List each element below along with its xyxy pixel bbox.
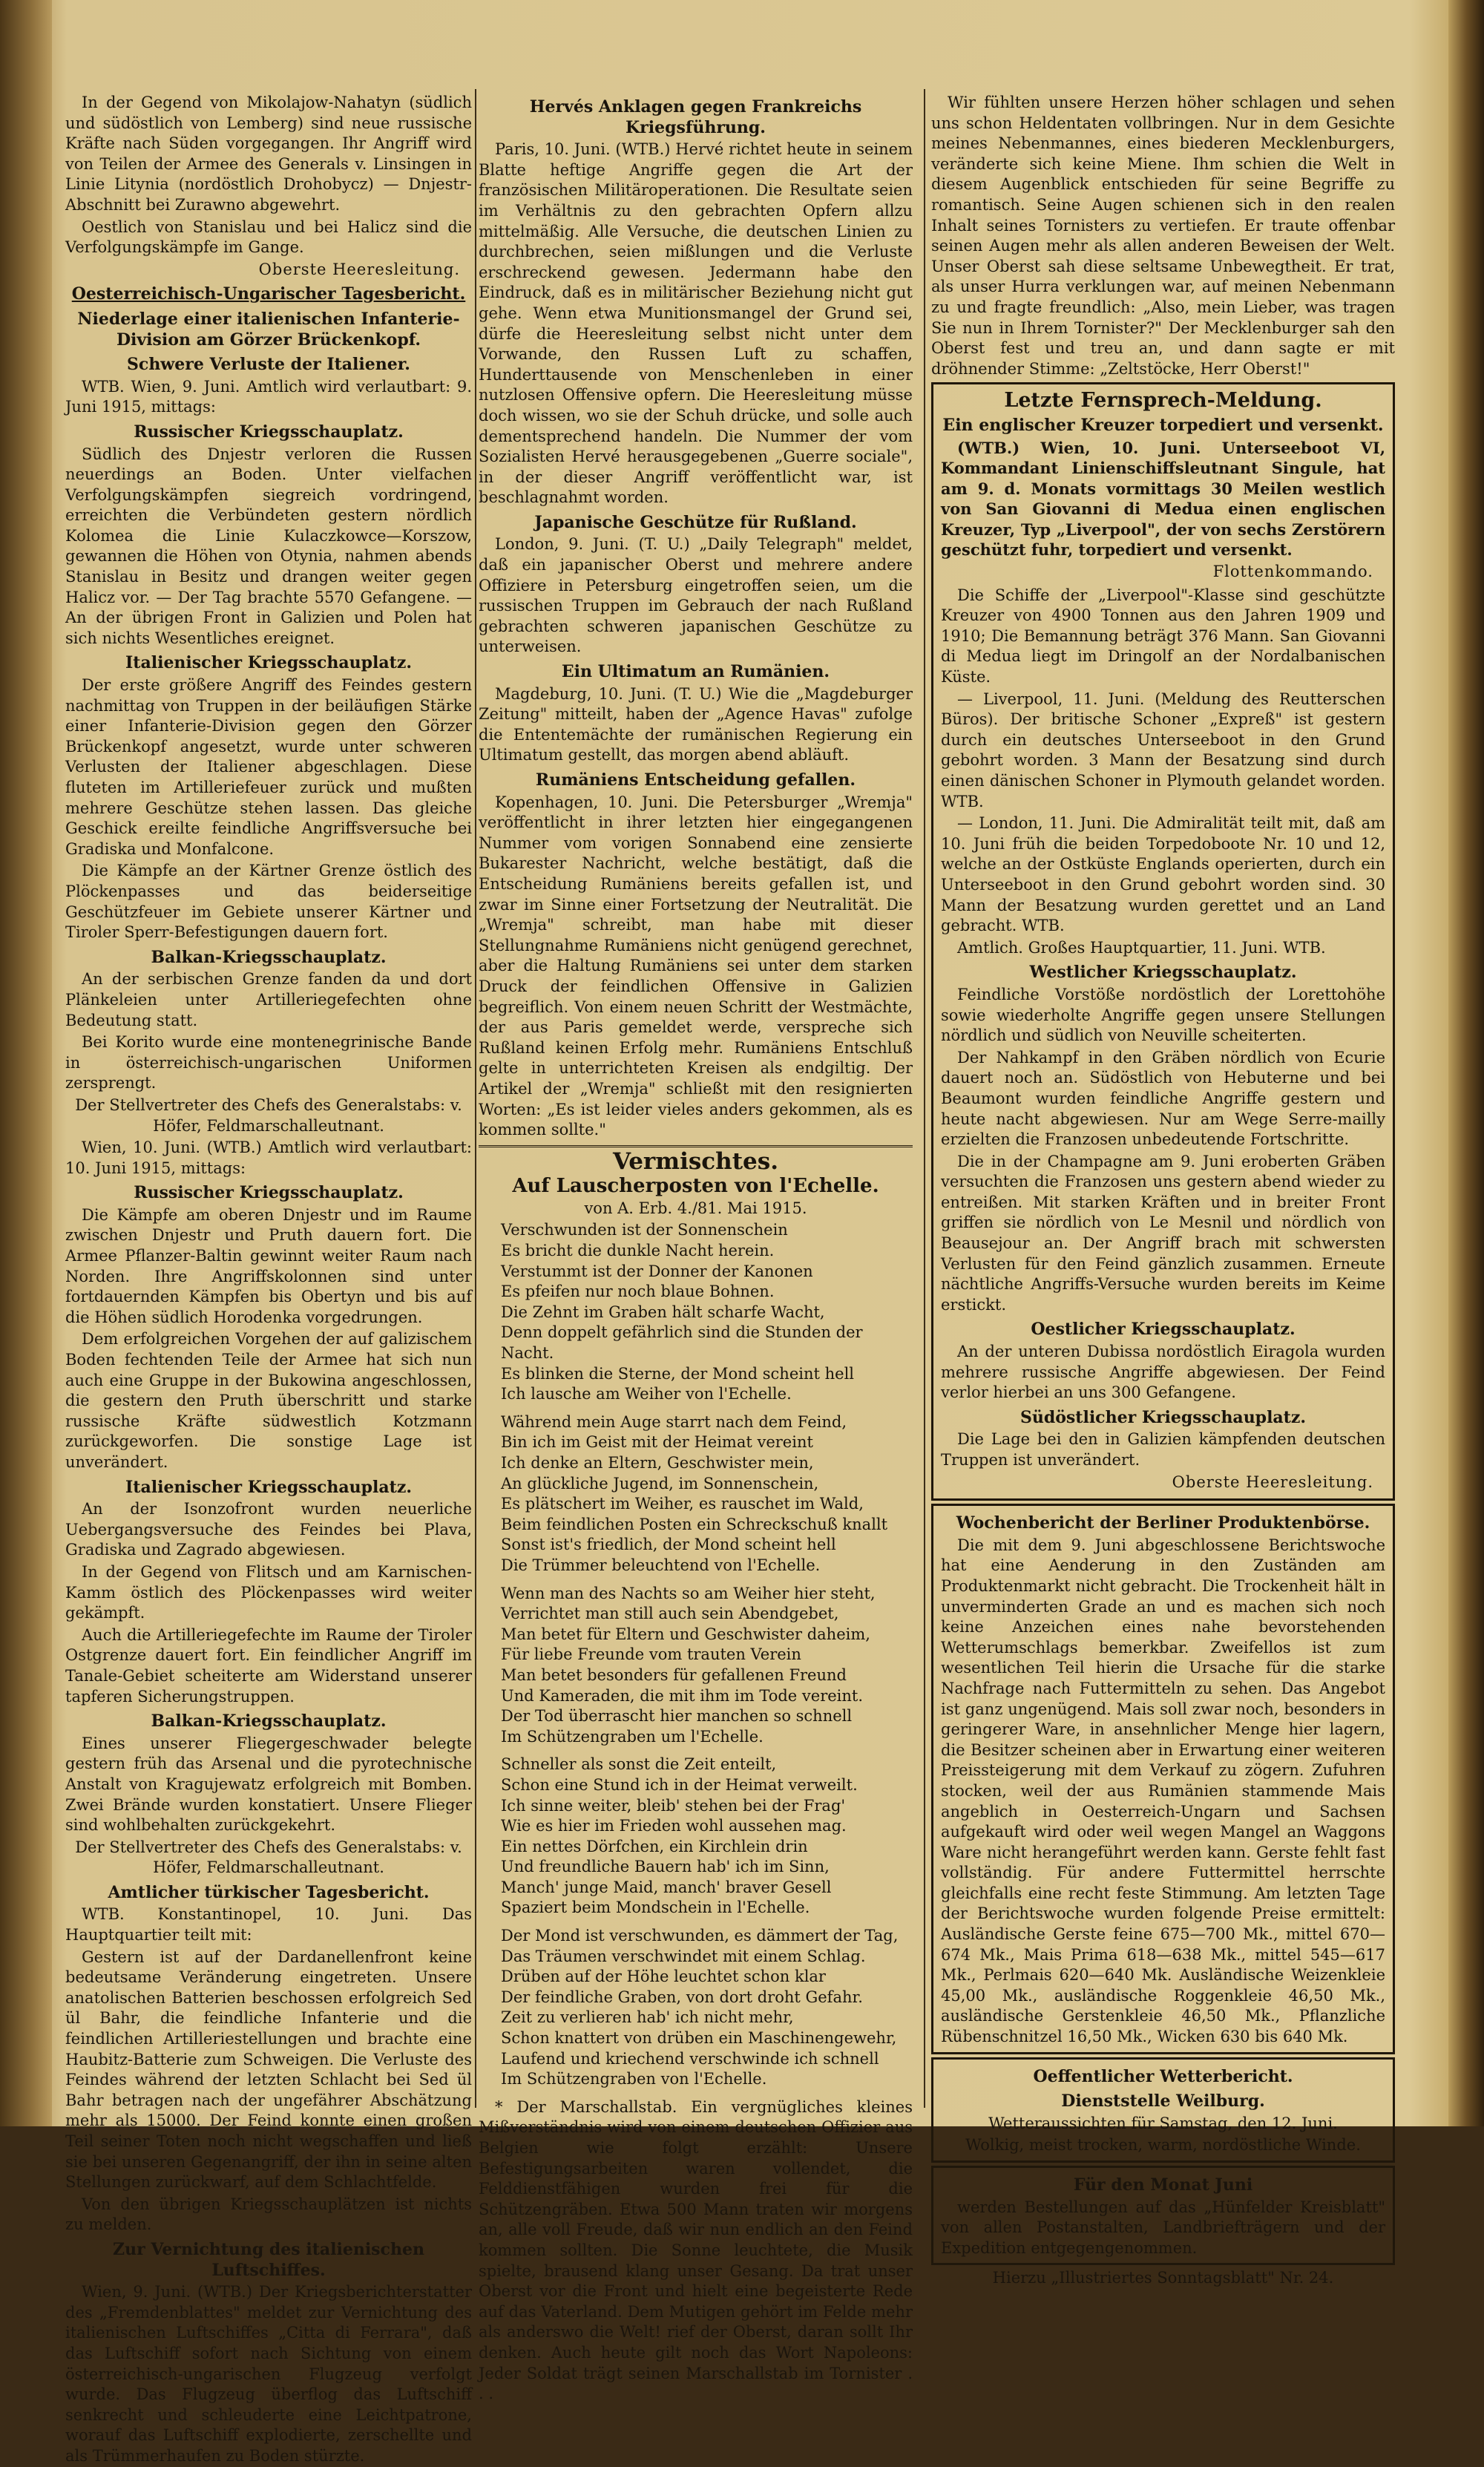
poem-line: Und freundliche Bauern hab' ich im Sinn, — [501, 1858, 830, 1876]
poem-line: Es pfeifen nur noch blaue Bohnen. — [501, 1282, 775, 1301]
section-heading: Wochenbericht der Berliner Produktenbörse. — [956, 1513, 1370, 1533]
paragraph: Amtlich. Großes Hauptquartier, 11. Juni. WTB. — [957, 938, 1326, 957]
paragraph: Die in der Champagne am 9. Juni eroberten Gräben versuchten die Franzosen uns gestern abend wieder zu entreißen. Mit starken Kräften und in breiter Front griffen sie nördlich von Le Mesnil und nördlich von Beausejour an. Der Angriff brach mit schwersten Verlusten für den Feind gänzlich zusammen. Erneute nächtliche Angriffs-Versuche wurden bereits im Keime erstickt. — [941, 1152, 1385, 1314]
column-rule — [924, 89, 925, 2108]
paragraph: An der Isonzofront wurden neuerliche Uebergangsversuche des Feindes bei Plava, Gradiska und Zagrado abgewiesen. — [65, 1500, 472, 1559]
poem-line: Und Kameraden, die mit ihm im Tode vereint. — [501, 1686, 864, 1705]
poem-line: Beim feindlichen Posten ein Schreckschuß knallt — [501, 1515, 888, 1533]
signature: Flottenkommando. — [1212, 563, 1373, 581]
poem-title: Auf Lauscherposten von l'Echelle. — [512, 1175, 879, 1198]
paragraph: WTB. Konstantinopel, 10. Juni. Das Hauptquartier teilt mit: — [65, 1905, 472, 1945]
paragraph: Die Lage bei den in Galizien kämpfenden deutschen Truppen ist unverändert. — [941, 1430, 1385, 1469]
paragraph: werden Bestellungen auf das „Hünfelder Kreisblatt" von allen Postanstalten, Landbriefträgern und der Expedition entgegengenommen. — [941, 2198, 1385, 2257]
poem-line: Ein nettes Dörfchen, ein Kirchlein drin — [501, 1837, 808, 1855]
column-1 — [65, 93, 472, 2465]
section-heading: Japanische Geschütze für Rußland. — [534, 512, 857, 532]
poem-line: Laufend und kriechend verschwinde ich schnell — [501, 2049, 879, 2068]
poem-line: An glückliche Jugend, im Sonnenschein, — [501, 1474, 819, 1493]
section-heading: Balkan-Kriegsschauplatz. — [151, 947, 387, 967]
paragraph: Bei Korito wurde eine montenegrinische Bande in österreichisch-ungarischen Uniformen zersprengt. — [65, 1033, 472, 1092]
paragraph: Südlich des Dnjestr verloren die Russen neuerdings an Boden. Unter vielfachen Verfolgungskämpfen siegreich vordringend, erreichten die Verbündeten gestern nördlich Kolomea die Linie Kulaczkowce—Korszow, gewannen die Höhen von Otynia, nahmen abends Stanislau in Besitz und drangen weiter gegen Halicz vor. — Der Tag brachte 5570 Gefangene. — An der übrigen Front in Galizien und Polen hat sich nichts Wesentliches ereignet. — [65, 445, 472, 647]
column-2 — [479, 93, 913, 2403]
poem-line: Die Trümmer beleuchtend von l'Echelle. — [501, 1556, 821, 1574]
column-3 — [931, 93, 1395, 2287]
paragraph: Wir fühlten unsere Herzen höher schlagen und sehen uns schon Heldentaten vollbringen. Nur in dem Gesichte meines Nebenmannes, eines biederen Mecklenburgers, veränderte sich keine Miene. Ihm schien die Welt in diesem Augenblick entschieden für seine Begriffe zu romantisch. Seine Augen schienen sich in den realen Inhalt seines Tornisters zu vertiefen. Er traute offenbar seinen Augen mehr als allen anderen Beweisen der Welt. Unser Oberst sah diese seltsame Unbewegtheit. Er trat, als unser Hurra verklungen war, auf meinen Nebenmann zu und fragte freundlich: „Also, mein Lieber, was tragen Sie nun in Ihrem Tornister?" Der Mecklenburger sah den Oberst fest und treu an, und dann sagte er mit dröhnender Stimme: „Zeltstöcke, Herr Oberst!" — [931, 94, 1395, 378]
poem-stanza — [479, 1584, 913, 1748]
paragraph: Die Kämpfe an der Kärtner Grenze östlich des Plöckenpasses und das beiderseitige Geschützfeuer im Gebiete unserer Kärtner und Tiroler Sperr-Befestigungen dauern fort. — [65, 862, 472, 942]
poem-line: Schon eine Stund ich in der Heimat verweilt. — [501, 1775, 858, 1794]
section-divider — [479, 1145, 913, 1147]
poem-line: Es plätschert im Weiher, es rauschet im Wald, — [501, 1495, 864, 1513]
page-binding — [0, 0, 52, 2126]
weather-box — [931, 2057, 1395, 2163]
poem-line: Für liebe Freunde vom trauten Verein — [501, 1645, 801, 1664]
poem-line: Spaziert beim Mondschein in l'Echelle. — [501, 1898, 810, 1917]
poem-line: Zeit zu verlieren hab' ich nicht mehr, — [501, 2008, 794, 2027]
poem-line: Wenn man des Nachts so am Weiher hier steht, — [501, 1584, 876, 1602]
poem-line: Sonst ist's friedlich, der Mond scheint hell — [501, 1536, 836, 1554]
section-heading: Schwere Verluste der Italiener. — [127, 355, 410, 375]
section-heading: Italienischer Kriegsschauplatz. — [125, 653, 412, 673]
poem-line: Der Mond ist verschwunden, es dämmert der Tag, — [501, 1927, 899, 1945]
paragraph: Oestlich von Stanislau und bei Halicz sind die Verfolgungskämpfe im Gange. — [65, 217, 472, 257]
paragraph: Eines unserer Fliegergeschwader belegte gestern früh das Arsenal und die pyrotechnische Anstalt von Kragujewatz erfolgreich mit Bomben. Zwei Brände wurden konstatiert. Unsere Flieger sind wohlbehalten zurückgekehrt. — [65, 1734, 472, 1835]
poem-line: Die Zehnt im Graben hält scharfe Wacht, — [501, 1303, 825, 1321]
section-title: Vermischtes. — [613, 1147, 778, 1175]
paragraph: Gestern ist auf der Dardanellenfront keine bedeutsame Veränderung eingetreten. Unsere anatolischen Batterien beschossen erfolgreich Sed ül Bahr, die feindliche Infanterie und die feindlichen Artilleriestellungen und brachte eine Haubitz-Batterie zum Schweigen. Die Verluste des Feindes während der letzten Schlacht bei Sed ül Bahr betragen nach der ungefährer Abschätzung mehr als 15000. Der Feind konnte einen großen Teil seiner Toten noch nicht wegschaffen und ließ sie bei unseren Gegenangriff, der ihn in seine alten Stellungen zurückwarf, auf dem Schlachtfelde. — [65, 1947, 472, 2192]
poem-line: Manch' junge Maid, manch' braver Gesell — [501, 1878, 832, 1896]
column-rule — [475, 89, 476, 2108]
section-heading: Ein englischer Kreuzer torpediert und versenkt. — [942, 415, 1384, 435]
paragraph: Magdeburg, 10. Juni. (T. U.) Wie die „Magdeburger Zeitung" mitteilt, haben der „Agence Havas" zufolge die Ententemächte der rumänischen Regierung ein Ultimatum gestellt, das morgen abend abläuft. — [479, 684, 913, 764]
paragraph: Wetteraussichten für Samstag, den 12. Juni. — [988, 2114, 1338, 2132]
poem-stanza — [479, 1220, 913, 1404]
paragraph: Die mit dem 9. Juni abgeschlossene Berichtswoche hat eine Aenderung in den Zuständen am Produktenmarkt nicht gebracht. Die Trockenheit hält in unverminderten Grade an und es machen sich noch keine Anzeichen eines nahe bevorstehenden Wetterumschlags bemerkbar. Zweifellos ist zum wesentlichen Teil hierin die Ursache für die starke Nachfrage nach Futtermitteln zu sehen. Das Angebot ist ganz ungenügend. Mais soll zwar noch, besonders in geringerer Ware, in ansehnlicher Menge hier lagern, die Besitzer scheinen aber in Erwartung einer weiteren Preissteigerung mit dem Verkauf zu zögern. Zufuhren stocken, weil der aus Rumänien stammende Mais angeblich in Oesterreich-Ungarn und Sachsen aufgekauft wird oder weil wegen Mangel an Waggons Ware nicht herangeführt werden kann. Gerste fehlt fast vollständig. Für andere Futtermittel herrschte gleichfalls eine recht feste Stimmung. Am letzten Tage der Berichtswoche wurden folgende Preise ermittelt: Ausländische Gerste feine 675—700 Mk., mittel 670—674 Mk., Mais Prima 618—638 Mk., mittel 545—617 Mk., Perlmais 620—640 Mk. Ausländische Weizenkleie 45,00 Mk., ausländische Roggenkleie 46,50 Mk., ausländische Gerstenkleie 46,50 Mk., Pflanzliche Rübenschnitzel 16,50 Mk., Wicken 630 bis 640 Mk. — [941, 1536, 1385, 2046]
paragraph: Wolkig, meist trocken, warm, nordöstliche Winde. — [965, 2136, 1361, 2155]
poem-line: Wie es hier im Frieden wohl aussehen mag. — [501, 1817, 847, 1835]
market-box — [931, 1504, 1395, 2054]
paragraph: Der Stellvertreter des Chefs des Generalstabs: v. Höfer, Feldmarschalleutnant. — [75, 1838, 462, 1877]
poem-line: Der Tod überrascht hier manchen so schnell — [501, 1707, 853, 1726]
box-title: Letzte Fernsprech-Meldung. — [1004, 389, 1322, 413]
section-heading: Rumäniens Entscheidung gefallen. — [535, 770, 856, 790]
signature: Oberste Heeresleitung. — [1172, 1472, 1373, 1491]
poem-line: Es blinken die Sterne, der Mond scheint hell — [501, 1364, 854, 1383]
section-heading: Dienststelle Weilburg. — [1061, 2091, 1265, 2111]
poem-stanza — [479, 1412, 913, 1576]
paragraph: — London, 11. Juni. Die Admiralität teilt mit, daß am 10. Juni früh die beiden Torpedoboote Nr. 10 und 12, welche an der Ostküste Englands operierten, durch ein Unterseeboot in den Grund gebohrt worden sind. 30 Mann der Besatzung wurden gerettet und an Land gebracht. WTB. — [941, 814, 1385, 935]
poem-line: Schneller als sonst die Zeit enteilt, — [501, 1755, 777, 1774]
paragraph: * Der Marschallstab. Ein vergnügliches kleines Mißverständnis wird von einem deutschen Offizier aus Belgien wie folgt erzählt: Unsere Befestigungsarbeiten waren vollendet, die Felddienstfähigen wurden frei für die Schützengräben. Etwa 500 Mann traten wir morgens an, alle voll Freude, daß wir nun endlich an den Feind kommen sollten. Die Sonne leuchtete, die Musik spielte, brausend klang unser Gesang. Da trat unser Oberst vor die Front und hielt eine begeisterte Rede auf das Vaterland. Dem Mutigen gehört im Felde mehr als anderswo die Welt! rief der Oberst, daran sollt Ihr denken. Auch heute gilt noch das Wort Napoleons: Jeder Soldat trägt seinen Marschallstab im Tornister . . . — [479, 2097, 913, 2403]
section-heading: Russischer Kriegsschauplatz. — [134, 1183, 404, 1203]
section-heading: Südöstlicher Kriegsschauplatz. — [1020, 1407, 1306, 1427]
news-box — [931, 382, 1395, 1501]
poem-line: Der feindliche Graben, von dort droht Gefahr. — [501, 1988, 863, 2006]
poem-line: Verrichtet man still auch sein Abendgebet, — [501, 1605, 839, 1623]
paragraph: An der unteren Dubissa nordöstlich Eiragola wurden mehrere russische Angriffe abgewiesen. Der Feind verlor hierbei an uns 300 Gefangene. — [941, 1343, 1385, 1402]
poem-line: Drüben auf der Höhe leuchtet schon klar — [501, 1968, 826, 1986]
poem — [479, 1220, 913, 2089]
section-heading: Für den Monat Juni — [1073, 2175, 1253, 2195]
poem-stanza — [479, 1755, 913, 1919]
paragraph: Wien, 10. Juni. (WTB.) Amtlich wird verlautbart: 10. Juni 1915, mittags: — [65, 1139, 472, 1177]
paragraph: Die Schiffe der „Liverpool"-Klasse sind geschützte Kreuzer von 4900 Tonnen aus den Jahren 1909 und 1910; Die Bemannung beträgt 376 Mann. San Giovanni di Medua liegt im Dringolf an der Nordalbanischen Küste. — [941, 586, 1385, 687]
subscription-box — [931, 2166, 1395, 2265]
paragraph: WTB. Wien, 9. Juni. Amtlich wird verlautbart: 9. Juni 1915, mittags: — [65, 377, 472, 416]
section-heading: Russischer Kriegsschauplatz. — [134, 422, 404, 442]
paragraph: Von den übrigen Kriegsschauplätzen ist nichts zu melden. — [65, 2195, 472, 2234]
paragraph: Die Kämpfe am oberen Dnjestr und im Raume zwischen Dnjestr und Pruth dauern fort. Die Armee Pflanzer-Baltin gewinnt weiter Raum nach Norden. Ihre Angriffskolonnen sind unter fortdauernden Kämpfen bis Obertyn und bis auf die Höhen südlich Horodenka vorgedrungen. — [65, 1205, 472, 1326]
paragraph: (WTB.) Wien, 10. Juni. Unterseeboot VI, Kommandant Linienschiffsleutnant Singule, hat am 9. d. Monats vormittags 30 Meilen westlich von San Giovanni di Medua einen englischen Kreuzer, Typ „Liverpool", der von sechs Zerstörern geschützt fuhr, torpediert und versenkt. — [941, 438, 1385, 560]
paragraph: In der Gegend von Flitsch und am Karnischen-Kamm östlich des Plöckenpasses wird weiter gekämpft. — [65, 1562, 472, 1622]
poem-byline: von A. Erb. 4./81. Mai 1915. — [584, 1199, 807, 1217]
poem-stanza — [479, 1926, 913, 2090]
paragraph: Der Nahkampf in den Gräben nördlich von Ecurie dauert noch an. Südöstlich von Hebuterne und bei Beaumont wurden feindliche Angriffe gestern und heute nacht abgewiesen. Nur am Wege Serre-mailly erzielten die Franzosen unbedeutende Fortschritte. — [941, 1048, 1385, 1149]
poem-line: Ich sinne weiter, bleib' stehen bei der Frag' — [501, 1796, 846, 1815]
paragraph: Der Stellvertreter des Chefs des Generalstabs: v. Höfer, Feldmarschalleutnant. — [75, 1095, 462, 1135]
paragraph: Der erste größere Angriff des Feindes gestern nachmittag von Truppen in der beiläufigen Stärke einer Infanterie-Division gegen den Görzer Brückenkopf angesetzt, wurde unter schweren Verlusten der Italiener abgeschlagen. Diese fluteten im Artilleriefeuer zurück und mußten mehrere Geschütze stehen lassen. Das gleiche Geschick ereilte feindliche Angriffsversuche bei Gradiska und Monfalcone. — [65, 676, 472, 858]
section-heading: Ein Ultimatum an Rumänien. — [561, 662, 830, 682]
section-heading: Oestlicher Kriegsschauplatz. — [1031, 1320, 1296, 1340]
paragraph: An der serbischen Grenze fanden da und dort Plänkeleien unter Artilleriegefechten ohne Bedeutung statt. — [65, 970, 472, 1029]
poem-line: Während mein Auge starrt nach dem Feind, — [501, 1412, 847, 1431]
poem-line: Verstummt ist der Donner der Kanonen — [501, 1262, 813, 1280]
paragraph: London, 9. Juni. (T. U.) „Daily Telegraph" meldet, daß ein japanischer Oberst und mehrere andere Offiziere in Petersburg eingetroffen seien, um die russischen Truppen im Gebrauch der nach Rußland gebrachten schweren japanischen Geschütze zu unterweisen. — [479, 535, 913, 656]
poem-line: Im Schützengraben von l'Echelle. — [501, 2070, 767, 2088]
section-heading: Oesterreichisch-Ungarischer Tagesbericht. — [71, 284, 466, 304]
page-edge — [1448, 0, 1484, 2126]
poem-line: Bin ich im Geist mit der Heimat vereint — [501, 1433, 813, 1452]
paragraph: — Liverpool, 11. Juni. (Meldung des Reutterschen Büros). Der britische Schoner „Expreß" ist gestern durch ein deutsches Unterseeboot in den Grund gebohrt worden. 3 Mann der Besatzung sind durch einen dänischen Schoner in Plymouth gelandet worden. WTB. — [941, 689, 1385, 810]
section-heading: Balkan-Kriegsschauplatz. — [151, 1711, 387, 1732]
section-heading: Amtlicher türkischer Tagesbericht. — [108, 1882, 430, 1902]
poem-line: Man betet besonders für gefallenen Freund — [501, 1665, 847, 1684]
poem-line: Verschwunden ist der Sonnenschein — [501, 1221, 788, 1239]
poem-line: Es bricht die dunkle Nacht herein. — [501, 1242, 775, 1260]
poem-line: Man betet für Eltern und Geschwister daheim, — [501, 1625, 870, 1643]
paragraph: In der Gegend von Mikolajow-Nahatyn (südlich und südöstlich von Lemberg) sind neue russische Kräfte nach Süden vorgegangen. Ihr Angriff wird von Teilen der Armee des Generals v. Linsingen in Linie Litynia (nordöstlich Drohobycz) — Dnjestr-Abschnitt bei Zurawno abgewehrt. — [65, 94, 472, 214]
paragraph: Feindliche Vorstöße nordöstlich der Lorettohöhe sowie wiederholte Angriffe gegen unsere Stellungen nördlich und südlich von Neuville scheiterten. — [941, 985, 1385, 1045]
paragraph: Hierzu „Illustriertes Sonntagsblatt" Nr. 24. — [992, 2269, 1334, 2287]
section-heading: Italienischer Kriegsschauplatz. — [125, 1477, 412, 1497]
poem-line: Das Träumen verschwindet mit einem Schlag. — [501, 1947, 866, 1965]
poem-line: Schon knattert von drüben ein Maschinengewehr, — [501, 2029, 897, 2048]
signature: Oberste Heeresleitung. — [258, 260, 460, 278]
paragraph: Paris, 10. Juni. (WTB.) Hervé richtet heute in seinem Blatte heftige Angriffe gegen die Art der französischen Militäroperationen. Die Resultate seien im Verhältnis zu den gebrachten Opfern allzu mittelmäßig. Alle Versuche, die deutschen Linien zu durchbrechen, seien mißlungen und die Verluste erschreckend gewesen. Jedermann habe den Eindruck, daß es in militärischer Beziehung nicht gut gehe. Wenn etwa Munitionsmangel der Grund sei, dürfe die Heeresleitung selbst nicht unter dem Vorwande, den Russen Luft zu schaffen, Hunderttausende von Menschenleben in einer nutzlosen Offensive opfern. Die Heeresleitung müsse doch wissen, wo sie der Schuh drücke, und solle auch dementsprechend handeln. Die Nummer der vom Sozialisten Hervé herausgegebenen „Guerre sociale", in der dieser Angriff veröffentlicht war, ist beschlagnahmt worden. — [479, 140, 913, 507]
paragraph: Auch die Artilleriegefechte im Raume der Tiroler Ostgrenze dauert fort. Ein feindlicher Angriff im Tanale-Gebiet scheiterte am Widerstand unserer tapferen Sicherungstruppen. — [65, 1625, 472, 1706]
paragraph: Wien, 9. Juni. (WTB.) Der Kriegsberichterstatter des „Fremdenblattes" meldet zur Vernichtung des italienischen Luftschiffes „Citta di Ferrara", daß das Luftschiff sofort nach Sichtung von einem österreichisch-ungarischen Flugzeug verfolgt wurde. Das Flugzeug überflog das Luftschiff senkrecht und schleuderte eine Leichtpatrone, worauf das Luftschiff explodierte, zerschellte und als Trümmerhaufen zu Boden stürzte. — [65, 2283, 472, 2465]
poem-line: Ich denke an Eltern, Geschwister mein, — [501, 1454, 814, 1472]
paragraph: Kopenhagen, 10. Juni. Die Petersburger „Wremja" veröffentlicht in ihrer letzten hier eingegangenen Nummer vom vorigen Sonnabend eine zensierte Bukarester Nachricht, welche bestätigt, daß die Entscheidung Rumäniens bereits gefallen ist, und zwar im Sinne einer Fortsetzung der Neutralität. Die „Wremja" schreibt, man habe mit dieser Stellungnahme Rumäniens nicht genügend gerechnet, aber die Haltung Rumäniens sei unter dem starken Druck der feindlichen Offensive in Galizien begreiflich. Von einem neuen Schritt der Westmächte, der aus Paris gemeldet werde, verspreche sich Rußland keinen Erfolg mehr. Rumäniens Entschluß gelte in unterrichteten Kreisen als endgiltig. Der Artikel der „Wremja" schließt mit den resignierten Worten: „Es ist leider vieles anders gekommen, als es kommen sollte." — [479, 793, 913, 1139]
section-heading: Niederlage einer italienischen Infanterie-Division am Görzer Brückenkopf. — [77, 309, 460, 350]
section-heading: Hervés Anklagen gegen Frankreichs Kriegsführung. — [529, 97, 862, 137]
poem-line: Denn doppelt gefährlich sind die Stunden der Nacht. — [501, 1323, 863, 1363]
paragraph: Dem erfolgreichen Vorgehen der auf galizischem Boden fechtenden Teile der Armee hat sich nun auch eine Gruppe in der Bukowina angeschlossen, die gestern den Pruth überschritt und starke russische Kräfte südwestlich Kotzmann zurückgeworfen. Die sonstige Lage ist unverändert. — [65, 1330, 472, 1471]
section-heading: Westlicher Kriegsschauplatz. — [1029, 963, 1297, 983]
poem-line: Im Schützengraben um l'Echelle. — [501, 1727, 764, 1746]
poem-line: Ich lausche am Weiher von l'Echelle. — [501, 1385, 792, 1403]
section-heading: Oeffentlicher Wetterbericht. — [1033, 2066, 1293, 2086]
section-heading: Zur Vernichtung des italienischen Luftschiffes. — [113, 2239, 424, 2280]
